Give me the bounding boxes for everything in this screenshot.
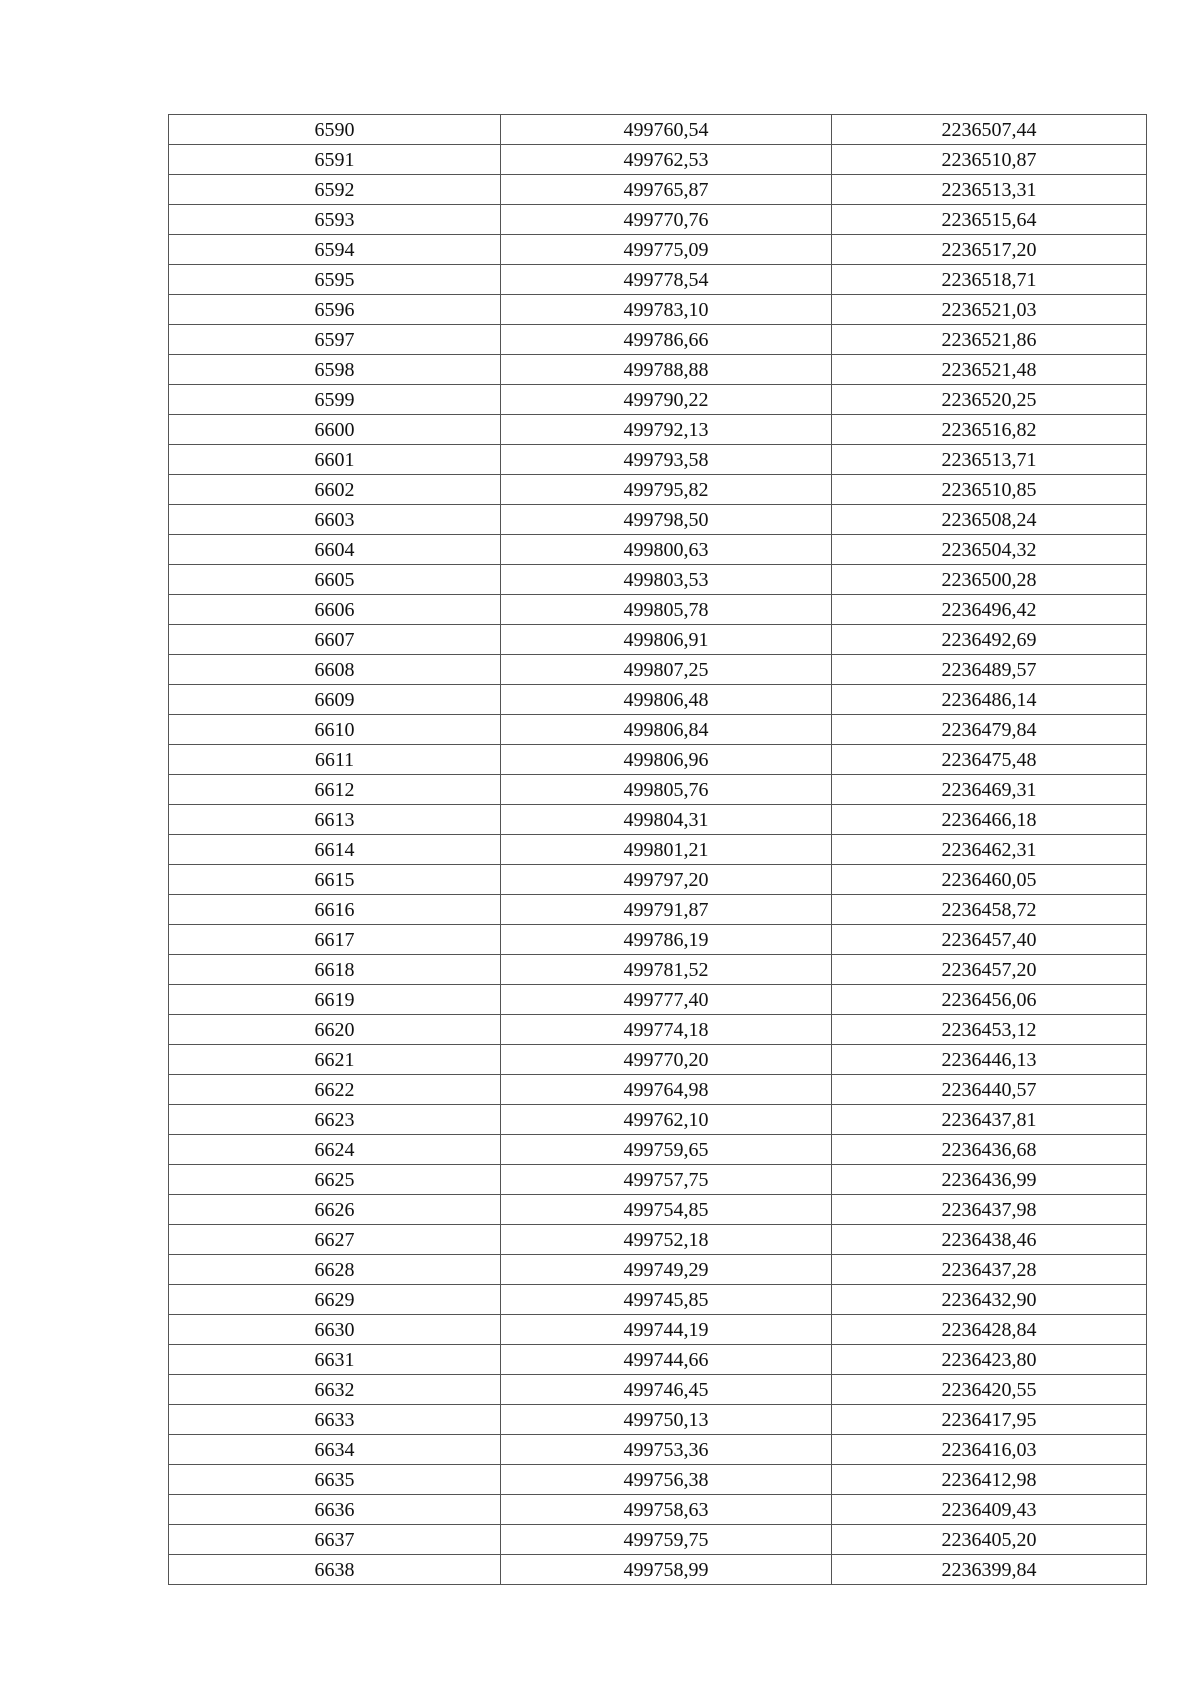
point-number-cell: 6619 xyxy=(169,985,501,1015)
table-row xyxy=(169,475,1147,505)
table-row xyxy=(169,985,1147,1015)
x-coordinate-cell: 499806,84 xyxy=(501,715,832,745)
y-coordinate-cell: 2236513,31 xyxy=(832,175,1147,205)
point-number-cell: 6606 xyxy=(169,595,501,625)
point-number-cell: 6628 xyxy=(169,1255,501,1285)
y-coordinate-cell: 2236521,48 xyxy=(832,355,1147,385)
table-row xyxy=(169,1105,1147,1135)
x-coordinate-cell: 499765,87 xyxy=(501,175,832,205)
y-coordinate-cell: 2236496,42 xyxy=(832,595,1147,625)
point-number-cell: 6608 xyxy=(169,655,501,685)
y-coordinate-cell: 2236510,85 xyxy=(832,475,1147,505)
y-coordinate-cell: 2236458,72 xyxy=(832,895,1147,925)
point-number-cell: 6626 xyxy=(169,1195,501,1225)
y-coordinate-cell: 2236517,20 xyxy=(832,235,1147,265)
x-coordinate-cell: 499762,53 xyxy=(501,145,832,175)
table-row xyxy=(169,745,1147,775)
point-number-cell: 6590 xyxy=(169,115,501,145)
point-number-cell: 6620 xyxy=(169,1015,501,1045)
y-coordinate-cell: 2236420,55 xyxy=(832,1375,1147,1405)
point-number-cell: 6625 xyxy=(169,1165,501,1195)
point-number-cell: 6601 xyxy=(169,445,501,475)
y-coordinate-cell: 2236516,82 xyxy=(832,415,1147,445)
x-coordinate-cell: 499752,18 xyxy=(501,1225,832,1255)
y-coordinate-cell: 2236520,25 xyxy=(832,385,1147,415)
x-coordinate-cell: 499783,10 xyxy=(501,295,832,325)
y-coordinate-cell: 2236507,44 xyxy=(832,115,1147,145)
point-number-cell: 6617 xyxy=(169,925,501,955)
y-coordinate-cell: 2236489,57 xyxy=(832,655,1147,685)
x-coordinate-cell: 499745,85 xyxy=(501,1285,832,1315)
table-row xyxy=(169,1045,1147,1075)
point-number-cell: 6603 xyxy=(169,505,501,535)
table-row xyxy=(169,1255,1147,1285)
point-number-cell: 6592 xyxy=(169,175,501,205)
point-number-cell: 6633 xyxy=(169,1405,501,1435)
y-coordinate-cell: 2236504,32 xyxy=(832,535,1147,565)
y-coordinate-cell: 2236399,84 xyxy=(832,1555,1147,1585)
x-coordinate-cell: 499803,53 xyxy=(501,565,832,595)
point-number-cell: 6611 xyxy=(169,745,501,775)
x-coordinate-cell: 499778,54 xyxy=(501,265,832,295)
table-row xyxy=(169,145,1147,175)
table-row xyxy=(169,1165,1147,1195)
table-row xyxy=(169,715,1147,745)
table-row xyxy=(169,655,1147,685)
x-coordinate-cell: 499753,36 xyxy=(501,1435,832,1465)
point-number-cell: 6602 xyxy=(169,475,501,505)
y-coordinate-cell: 2236412,98 xyxy=(832,1465,1147,1495)
table-row xyxy=(169,1135,1147,1165)
point-number-cell: 6591 xyxy=(169,145,501,175)
y-coordinate-cell: 2236446,13 xyxy=(832,1045,1147,1075)
point-number-cell: 6599 xyxy=(169,385,501,415)
table-row xyxy=(169,385,1147,415)
table-row xyxy=(169,1285,1147,1315)
table-row xyxy=(169,925,1147,955)
x-coordinate-cell: 499795,82 xyxy=(501,475,832,505)
x-coordinate-cell: 499804,31 xyxy=(501,805,832,835)
x-coordinate-cell: 499793,58 xyxy=(501,445,832,475)
point-number-cell: 6600 xyxy=(169,415,501,445)
table-row xyxy=(169,1465,1147,1495)
y-coordinate-cell: 2236436,99 xyxy=(832,1165,1147,1195)
x-coordinate-cell: 499775,09 xyxy=(501,235,832,265)
y-coordinate-cell: 2236409,43 xyxy=(832,1495,1147,1525)
y-coordinate-cell: 2236457,40 xyxy=(832,925,1147,955)
y-coordinate-cell: 2236460,05 xyxy=(832,865,1147,895)
point-number-cell: 6607 xyxy=(169,625,501,655)
x-coordinate-cell: 499764,98 xyxy=(501,1075,832,1105)
point-number-cell: 6594 xyxy=(169,235,501,265)
x-coordinate-cell: 499777,40 xyxy=(501,985,832,1015)
x-coordinate-cell: 499759,75 xyxy=(501,1525,832,1555)
point-number-cell: 6595 xyxy=(169,265,501,295)
x-coordinate-cell: 499786,19 xyxy=(501,925,832,955)
table-row xyxy=(169,1225,1147,1255)
y-coordinate-cell: 2236457,20 xyxy=(832,955,1147,985)
table-row xyxy=(169,1195,1147,1225)
table-row xyxy=(169,1075,1147,1105)
x-coordinate-cell: 499800,63 xyxy=(501,535,832,565)
y-coordinate-cell: 2236436,68 xyxy=(832,1135,1147,1165)
table-row xyxy=(169,235,1147,265)
y-coordinate-cell: 2236405,20 xyxy=(832,1525,1147,1555)
x-coordinate-cell: 499806,96 xyxy=(501,745,832,775)
point-number-cell: 6593 xyxy=(169,205,501,235)
y-coordinate-cell: 2236500,28 xyxy=(832,565,1147,595)
table-row xyxy=(169,685,1147,715)
x-coordinate-cell: 499798,50 xyxy=(501,505,832,535)
point-number-cell: 6630 xyxy=(169,1315,501,1345)
point-number-cell: 6638 xyxy=(169,1555,501,1585)
x-coordinate-cell: 499786,66 xyxy=(501,325,832,355)
table-row xyxy=(169,505,1147,535)
y-coordinate-cell: 2236515,64 xyxy=(832,205,1147,235)
x-coordinate-cell: 499749,29 xyxy=(501,1255,832,1285)
x-coordinate-cell: 499807,25 xyxy=(501,655,832,685)
y-coordinate-cell: 2236521,86 xyxy=(832,325,1147,355)
point-number-cell: 6615 xyxy=(169,865,501,895)
point-number-cell: 6636 xyxy=(169,1495,501,1525)
point-number-cell: 6614 xyxy=(169,835,501,865)
table-row xyxy=(169,115,1147,145)
y-coordinate-cell: 2236437,28 xyxy=(832,1255,1147,1285)
point-number-cell: 6612 xyxy=(169,775,501,805)
point-number-cell: 6627 xyxy=(169,1225,501,1255)
y-coordinate-cell: 2236417,95 xyxy=(832,1405,1147,1435)
point-number-cell: 6637 xyxy=(169,1525,501,1555)
y-coordinate-cell: 2236492,69 xyxy=(832,625,1147,655)
y-coordinate-cell: 2236510,87 xyxy=(832,145,1147,175)
x-coordinate-cell: 499758,99 xyxy=(501,1555,832,1585)
x-coordinate-cell: 499756,38 xyxy=(501,1465,832,1495)
x-coordinate-cell: 499788,88 xyxy=(501,355,832,385)
x-coordinate-cell: 499744,19 xyxy=(501,1315,832,1345)
x-coordinate-cell: 499762,10 xyxy=(501,1105,832,1135)
table-row xyxy=(169,1405,1147,1435)
x-coordinate-cell: 499746,45 xyxy=(501,1375,832,1405)
x-coordinate-cell: 499770,76 xyxy=(501,205,832,235)
point-number-cell: 6605 xyxy=(169,565,501,595)
x-coordinate-cell: 499774,18 xyxy=(501,1015,832,1045)
coordinates-table-body xyxy=(169,115,1147,1585)
table-row xyxy=(169,1555,1147,1585)
table-row xyxy=(169,1315,1147,1345)
point-number-cell: 6632 xyxy=(169,1375,501,1405)
point-number-cell: 6616 xyxy=(169,895,501,925)
table-row xyxy=(169,1525,1147,1555)
x-coordinate-cell: 499754,85 xyxy=(501,1195,832,1225)
table-row xyxy=(169,1435,1147,1465)
point-number-cell: 6609 xyxy=(169,685,501,715)
x-coordinate-cell: 499791,87 xyxy=(501,895,832,925)
point-number-cell: 6624 xyxy=(169,1135,501,1165)
point-number-cell: 6604 xyxy=(169,535,501,565)
x-coordinate-cell: 499801,21 xyxy=(501,835,832,865)
y-coordinate-cell: 2236521,03 xyxy=(832,295,1147,325)
x-coordinate-cell: 499805,78 xyxy=(501,595,832,625)
table-row xyxy=(169,1495,1147,1525)
table-row xyxy=(169,535,1147,565)
point-number-cell: 6623 xyxy=(169,1105,501,1135)
x-coordinate-cell: 499760,54 xyxy=(501,115,832,145)
y-coordinate-cell: 2236416,03 xyxy=(832,1435,1147,1465)
table-row xyxy=(169,415,1147,445)
point-number-cell: 6621 xyxy=(169,1045,501,1075)
y-coordinate-cell: 2236466,18 xyxy=(832,805,1147,835)
point-number-cell: 6618 xyxy=(169,955,501,985)
x-coordinate-cell: 499806,48 xyxy=(501,685,832,715)
x-coordinate-cell: 499757,75 xyxy=(501,1165,832,1195)
x-coordinate-cell: 499750,13 xyxy=(501,1405,832,1435)
y-coordinate-cell: 2236486,14 xyxy=(832,685,1147,715)
point-number-cell: 6610 xyxy=(169,715,501,745)
point-number-cell: 6634 xyxy=(169,1435,501,1465)
y-coordinate-cell: 2236469,31 xyxy=(832,775,1147,805)
y-coordinate-cell: 2236423,80 xyxy=(832,1345,1147,1375)
table-row xyxy=(169,445,1147,475)
table-row xyxy=(169,625,1147,655)
x-coordinate-cell: 499806,91 xyxy=(501,625,832,655)
x-coordinate-cell: 499797,20 xyxy=(501,865,832,895)
table-row xyxy=(169,595,1147,625)
table-row xyxy=(169,805,1147,835)
y-coordinate-cell: 2236456,06 xyxy=(832,985,1147,1015)
y-coordinate-cell: 2236475,48 xyxy=(832,745,1147,775)
x-coordinate-cell: 499759,65 xyxy=(501,1135,832,1165)
table-row xyxy=(169,205,1147,235)
table-row xyxy=(169,955,1147,985)
y-coordinate-cell: 2236508,24 xyxy=(832,505,1147,535)
point-number-cell: 6631 xyxy=(169,1345,501,1375)
point-number-cell: 6596 xyxy=(169,295,501,325)
x-coordinate-cell: 499805,76 xyxy=(501,775,832,805)
y-coordinate-cell: 2236432,90 xyxy=(832,1285,1147,1315)
y-coordinate-cell: 2236438,46 xyxy=(832,1225,1147,1255)
table-row xyxy=(169,325,1147,355)
table-row xyxy=(169,895,1147,925)
point-number-cell: 6598 xyxy=(169,355,501,385)
y-coordinate-cell: 2236462,31 xyxy=(832,835,1147,865)
table-row xyxy=(169,355,1147,385)
y-coordinate-cell: 2236437,98 xyxy=(832,1195,1147,1225)
table-row xyxy=(169,835,1147,865)
point-number-cell: 6597 xyxy=(169,325,501,355)
y-coordinate-cell: 2236453,12 xyxy=(832,1015,1147,1045)
table-row xyxy=(169,295,1147,325)
table-row xyxy=(169,175,1147,205)
x-coordinate-cell: 499770,20 xyxy=(501,1045,832,1075)
table-row xyxy=(169,1345,1147,1375)
point-number-cell: 6622 xyxy=(169,1075,501,1105)
table-row xyxy=(169,1375,1147,1405)
table-row xyxy=(169,865,1147,895)
coordinates-table xyxy=(168,114,1147,1585)
point-number-cell: 6629 xyxy=(169,1285,501,1315)
point-number-cell: 6613 xyxy=(169,805,501,835)
y-coordinate-cell: 2236518,71 xyxy=(832,265,1147,295)
x-coordinate-cell: 499744,66 xyxy=(501,1345,832,1375)
point-number-cell: 6635 xyxy=(169,1465,501,1495)
y-coordinate-cell: 2236440,57 xyxy=(832,1075,1147,1105)
y-coordinate-cell: 2236437,81 xyxy=(832,1105,1147,1135)
x-coordinate-cell: 499758,63 xyxy=(501,1495,832,1525)
table-row xyxy=(169,565,1147,595)
x-coordinate-cell: 499792,13 xyxy=(501,415,832,445)
x-coordinate-cell: 499790,22 xyxy=(501,385,832,415)
y-coordinate-cell: 2236513,71 xyxy=(832,445,1147,475)
table-row xyxy=(169,775,1147,805)
x-coordinate-cell: 499781,52 xyxy=(501,955,832,985)
table-row xyxy=(169,1015,1147,1045)
y-coordinate-cell: 2236479,84 xyxy=(832,715,1147,745)
table-row xyxy=(169,265,1147,295)
y-coordinate-cell: 2236428,84 xyxy=(832,1315,1147,1345)
